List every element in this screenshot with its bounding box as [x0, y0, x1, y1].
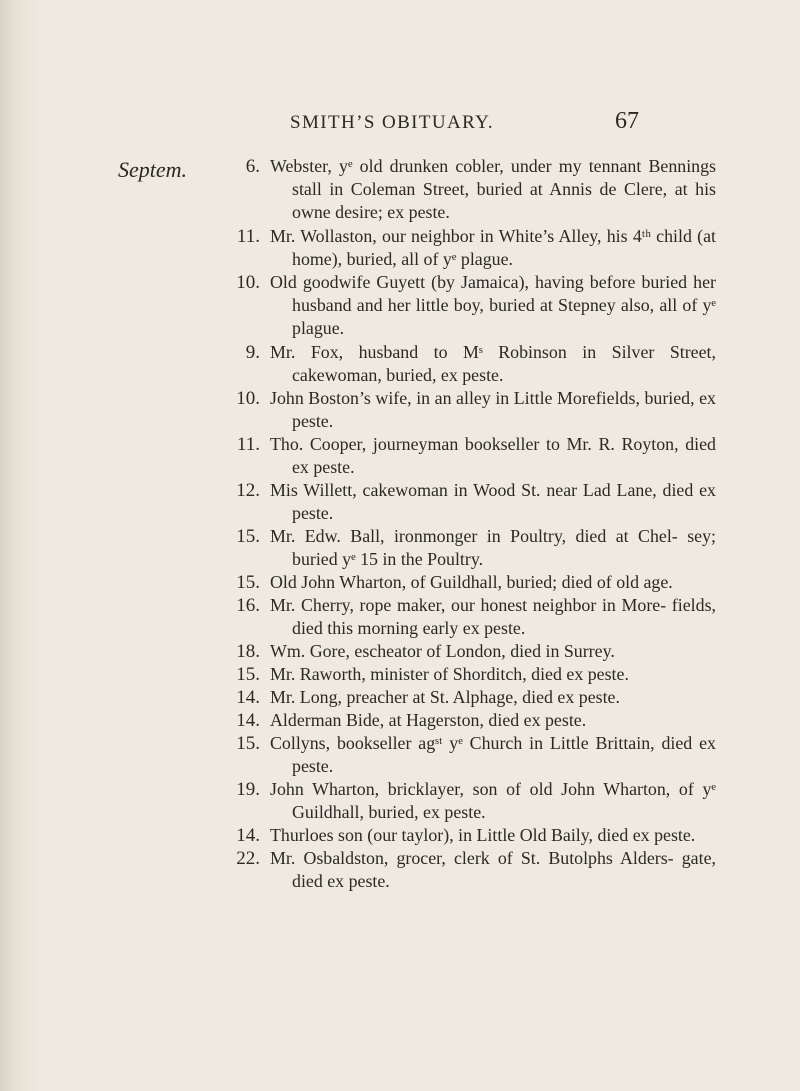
- entry-text: Old John Wharton, of Guildhall, buried; died of old age.: [270, 572, 673, 592]
- page-number: 67: [615, 108, 639, 134]
- entry-day: 15.: [236, 526, 260, 547]
- entry-day: 10.: [236, 272, 260, 293]
- entry-text: Webster, yᵉ old drunken cobler, under my tennant Bennings stall in Coleman Street, buried at Annis de Clere, at his owne desire; ex peste.: [270, 156, 716, 223]
- entry-text: Mr. Edw. Ball, ironmonger in Poultry, died at Chel- sey; buried yᵉ 15 in the Poultry.: [270, 526, 716, 570]
- entry-day: 14.: [236, 825, 260, 846]
- entry-day: 18.: [236, 641, 260, 662]
- entry-day: 15.: [236, 664, 260, 685]
- entry-day: 19.: [236, 779, 260, 800]
- entry-text: Mr. Wollaston, our neighbor in White’s Alley, his 4ᵗʰ child (at home), buried, all of yᵉ plague.: [270, 226, 716, 270]
- entry-day: 6.: [245, 156, 260, 177]
- entry-day: 15.: [236, 572, 260, 593]
- entry-day: 11.: [236, 434, 260, 455]
- entry-text: Thurloes son (our taylor), in Little Old Baily, died ex peste.: [270, 825, 696, 845]
- entry-text: Alderman Bide, at Hagerston, died ex peste.: [270, 710, 587, 730]
- entry-day: 12.: [236, 480, 260, 501]
- entry-day: 10.: [236, 388, 260, 409]
- running-title: SMITH’S OBITUARY.: [290, 112, 494, 133]
- entry-text: John Boston’s wife, in an alley in Little Morefields, buried, ex peste.: [270, 388, 716, 432]
- entry-text: Old goodwife Guyett (by Jamaica), having before buried her husband and her little boy, buried at Stepney also, all of yᵉ plague.: [270, 272, 716, 339]
- entry-text: Wm. Gore, escheator of London, died in Surrey.: [270, 641, 615, 661]
- entry-text: Tho. Cooper, journeyman bookseller to Mr. R. Royton, died ex peste.: [270, 434, 716, 478]
- entry-text: John Wharton, bricklayer, son of old John Wharton, of yᵉ Guildhall, buried, ex peste.: [270, 779, 716, 823]
- entry-day: 11.: [236, 226, 260, 247]
- entry-text: Collyns, bookseller agˢᵗ yᵉ Church in Little Brittain, died ex peste.: [270, 733, 716, 777]
- entry-day: 14.: [236, 710, 260, 731]
- entry-day: 16.: [236, 595, 260, 616]
- entry-text: Mr. Fox, husband to Mˢ Robinson in Silver Street, cakewoman, buried, ex peste.: [270, 342, 716, 386]
- entry-day: 14.: [236, 687, 260, 708]
- entry-text: Mr. Long, preacher at St. Alphage, died ex peste.: [270, 687, 620, 707]
- entry-day: 15.: [236, 733, 260, 754]
- entry-text: Mr. Osbaldston, grocer, clerk of St. Butolphs Alders- gate, died ex peste.: [270, 848, 716, 892]
- entry-text: Mr. Cherry, rope maker, our honest neighbor in More- fields, died this morning early ex peste.: [270, 595, 716, 639]
- entry-text: Mr. Raworth, minister of Shorditch, died ex peste.: [270, 664, 629, 684]
- entry-day: 22.: [236, 848, 260, 869]
- entry-text: Mis Willett, cakewoman in Wood St. near Lad Lane, died ex peste.: [270, 480, 716, 524]
- entry-day: 9.: [245, 342, 260, 363]
- month-marginal-label: Septem.: [118, 157, 188, 182]
